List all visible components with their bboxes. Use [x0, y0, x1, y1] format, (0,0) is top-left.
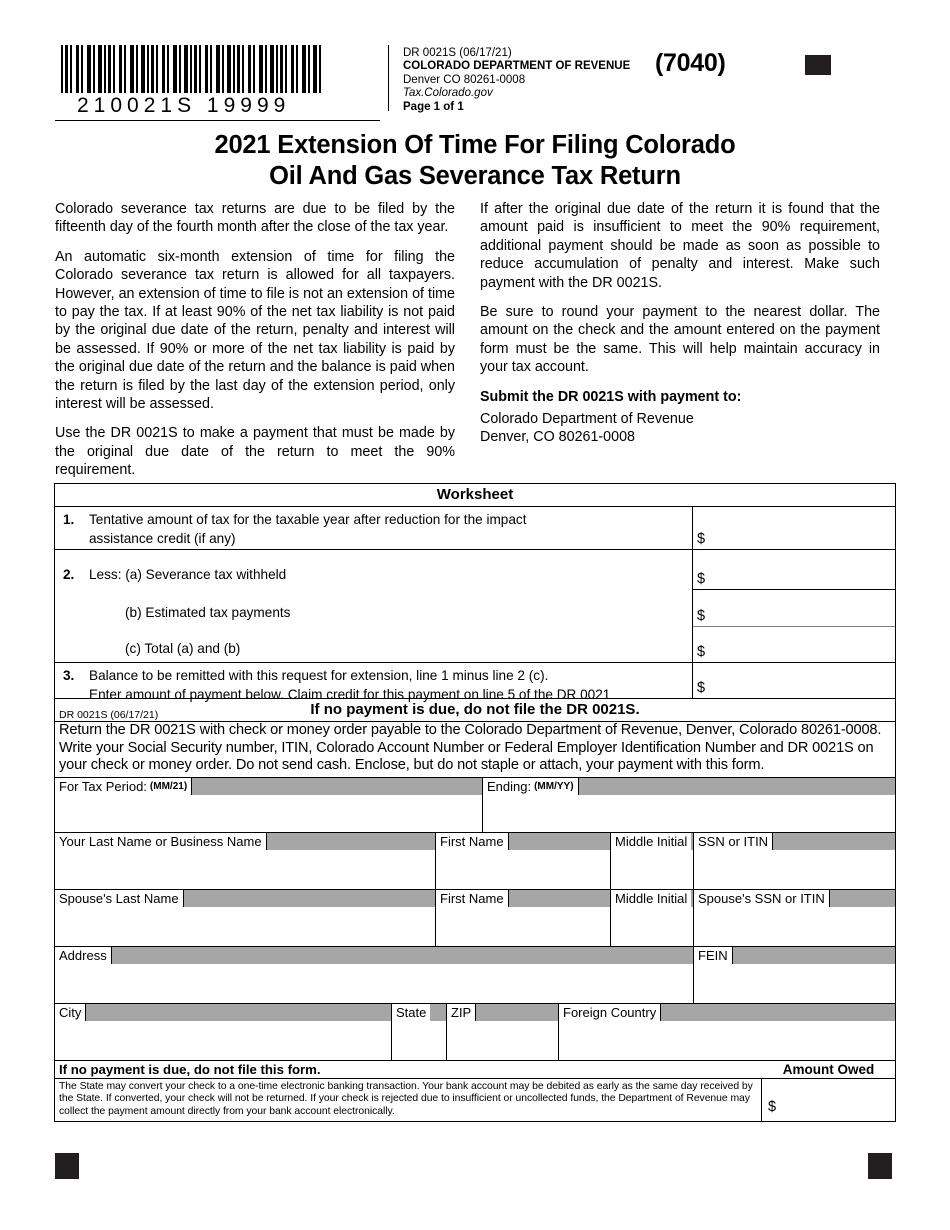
first-name-label: First Name: [436, 833, 509, 850]
agency-website-label: Tax.Colorado.gov: [403, 87, 493, 100]
ending-label-text: Ending:: [487, 778, 532, 794]
dollar-sign-icon: $: [697, 531, 706, 547]
submit-address-line1: Colorado Department of Revenue: [480, 411, 694, 428]
worksheet-row-3-number: 3.: [63, 668, 75, 683]
spouse-middle-initial-input[interactable]: [610, 907, 693, 946]
ssn-label: SSN or ITIN: [694, 833, 773, 850]
submit-heading: Submit the DR 0021S with payment to:: [480, 388, 742, 405]
state-input[interactable]: [391, 1021, 446, 1060]
intro-left-paragraph-1: Colorado severance tax returns are due to be filed by the fifteenth day of the fourth month after the close of the tax year.: [55, 201, 455, 236]
dollar-sign-icon: $: [697, 644, 706, 660]
address-label: Address: [55, 947, 112, 964]
taxpayer-name-entry-row: [55, 850, 895, 889]
spouse-name-label-row: [55, 889, 895, 907]
middle-initial-label: Middle Initial: [611, 833, 691, 850]
agency-info-block: [403, 47, 630, 114]
spouse-first-name-input[interactable]: [435, 907, 610, 946]
alignment-mark-bottom-right: [868, 1153, 892, 1179]
taxpayer-name-label-row: [55, 832, 895, 850]
worksheet-row-2-number: 2.: [63, 567, 75, 582]
spouse-last-name-label-cell: [55, 890, 435, 907]
city-input[interactable]: [55, 1021, 391, 1060]
tax-period-label-row: [55, 777, 895, 795]
header-vertical-rule: [388, 45, 389, 111]
city-label: City: [55, 1004, 86, 1021]
zip-input[interactable]: [446, 1021, 558, 1060]
foreign-country-label-cell: [558, 1004, 895, 1021]
worksheet-row-2a-amount-field[interactable]: [693, 550, 895, 589]
spouse-name-entry-row: [55, 907, 895, 946]
form-code-label: (7040): [655, 49, 726, 77]
page-title-line1: 2021 Extension Of Time For Filing Colorado: [214, 131, 736, 159]
state-label-cell: [391, 1004, 446, 1021]
ending-input[interactable]: [482, 795, 895, 832]
dollar-sign-icon: $: [768, 1098, 777, 1115]
ssn-label-cell: [693, 833, 895, 850]
header-divider-rule: [55, 120, 380, 121]
worksheet-row-2c-label-cell: [55, 626, 693, 662]
last-name-input[interactable]: [55, 850, 435, 889]
tax-period-entry-row: [55, 795, 895, 832]
intro-right-paragraph-1: If after the original due date of the return it is found that the amount paid is insufficient to meet the 90% requirement, additional payment should be made as soon as possible to reduce accumulation of penalty and interest. Make such payment with the DR 0021S.: [480, 201, 880, 291]
state-label: State: [392, 1004, 430, 1021]
page-number-label: Page 1 of 1: [403, 100, 464, 113]
spouse-ssn-label: Spouse's SSN or ITIN: [694, 890, 830, 907]
worksheet-body: [55, 507, 895, 702]
payment-voucher: [54, 707, 896, 1122]
alignment-mark-bottom-left: [55, 1153, 79, 1179]
worksheet-row-2c-amount-field[interactable]: [693, 626, 895, 662]
tax-period-label-cell: [55, 778, 482, 795]
disclosure-body-row: [55, 1078, 895, 1121]
intro-left-paragraph-3: Use the DR 0021S to make a payment that must be made by the original due date of the return to meet the 90% requirement.: [55, 425, 455, 479]
worksheet-row-3: [55, 662, 895, 702]
worksheet-title: Worksheet: [55, 484, 895, 507]
spouse-ssn-label-cell: [693, 890, 895, 907]
voucher-form-id: DR 0021S (06/17/21): [59, 709, 159, 721]
bank-disclosure-text: The State may convert your check to a one-time electronic banking transaction. Your bank account may be debited as early as the same day received by the State. If converted, your check will not be returned. If your check is rejected due to insufficient or uncollected funds, the Department of Revenue may collect the payment amount directly from your bank account electronically.: [55, 1079, 762, 1121]
worksheet-row-1-text-line2: assistance credit (if any): [89, 531, 236, 546]
worksheet-row-1-text-line1: Tentative amount of tax for the taxable year after reduction for the impact: [89, 512, 527, 527]
spouse-ssn-input[interactable]: [693, 907, 895, 946]
worksheet-row-3-text-line2: Enter amount of payment below. Claim credit for this payment on line 5 of the DR 0021: [89, 687, 611, 702]
agency-city-label: Denver CO 80261-0008: [403, 73, 526, 86]
ending-hint: (MM/YY): [534, 780, 574, 792]
worksheet-row-2b: [55, 589, 895, 626]
form-id-label: DR 0021S (06/17/21): [403, 47, 512, 59]
tax-period-input[interactable]: [55, 795, 482, 832]
tax-period-label-text: For Tax Period:: [59, 778, 147, 794]
spouse-first-name-label: First Name: [436, 890, 509, 907]
city-entry-row: [55, 1021, 895, 1060]
amount-owed-label: Amount Owed: [782, 1061, 875, 1077]
worksheet-row-1: [55, 507, 895, 549]
zip-label: ZIP: [447, 1004, 476, 1021]
spouse-first-name-label-cell: [435, 890, 610, 907]
page-title-line2: Oil And Gas Severance Tax Return: [269, 162, 681, 190]
address-label-row: [55, 946, 895, 964]
worksheet-row-2b-amount-field[interactable]: [693, 589, 895, 626]
spouse-last-name-input[interactable]: [55, 907, 435, 946]
barcode-image: [61, 45, 321, 93]
city-label-row: [55, 1003, 895, 1021]
foreign-country-label: Foreign Country: [559, 1004, 661, 1021]
worksheet-row-2b-text: (b) Estimated tax payments: [125, 605, 291, 620]
intro-column-right: [480, 200, 880, 458]
foreign-country-input[interactable]: [558, 1021, 895, 1060]
amount-owed-input[interactable]: [762, 1079, 895, 1121]
voucher-instructions: Return the DR 0021S with check or money order payable to the Colorado Department of Revenue, Denver, Colorado 80261-0008. Write your Social Security number, ITIN, Colorado Account Number or Federal Employer Identification Number and DR 0021S on your check or money order. Do not send cash. Enclose, but do not staple or attach, your payment with this form.: [59, 722, 882, 774]
spouse-middle-initial-label: Middle Initial: [611, 890, 691, 907]
worksheet-row-2c: [55, 626, 895, 662]
form-header: [55, 45, 895, 120]
intro-column-left: [55, 200, 455, 491]
ending-label-cell: [482, 778, 895, 795]
dollar-sign-icon: $: [697, 571, 706, 587]
dollar-sign-icon: $: [697, 680, 706, 696]
last-name-label-cell: [55, 833, 435, 850]
dollar-sign-icon: $: [697, 608, 706, 624]
fein-label: FEIN: [694, 947, 733, 964]
worksheet-row-2b-label-cell: [55, 589, 693, 626]
alignment-mark-top-right: [805, 55, 831, 75]
fein-label-cell: [693, 947, 895, 964]
address-entry-row: [55, 964, 895, 1003]
city-label-cell: [55, 1004, 391, 1021]
spouse-middle-initial-label-cell: [610, 890, 693, 907]
first-name-label-cell: [435, 833, 610, 850]
worksheet-footer-note: If no payment is due, do not file the DR 0021S.: [55, 698, 895, 721]
middle-initial-label-cell: [610, 833, 693, 850]
spouse-last-name-label: Spouse's Last Name: [55, 890, 184, 907]
intro-right-paragraph-2: Be sure to round your payment to the nearest dollar. The amount on the check and the amount entered on the payment form must be the same. This will help maintain accuracy in your tax account.: [480, 304, 880, 376]
last-name-label: Your Last Name or Business Name: [55, 833, 267, 850]
worksheet-row-2a-text: Less: (a) Severance tax withheld: [89, 567, 287, 582]
worksheet-row-1-number: 1.: [63, 512, 75, 527]
ending-label: [483, 778, 579, 795]
ssn-input[interactable]: [693, 850, 895, 889]
barcode-block: [55, 45, 380, 121]
worksheet-table: [54, 483, 896, 722]
worksheet-row-1-amount-field[interactable]: [693, 507, 895, 549]
worksheet-row-2c-text: (c) Total (a) and (b): [125, 641, 241, 656]
fein-input[interactable]: [693, 964, 895, 1003]
worksheet-row-3-label-cell: [55, 663, 693, 702]
worksheet-row-2a: [55, 549, 895, 589]
tax-period-label: [55, 778, 192, 795]
intro-left-paragraph-2: An automatic six-month extension of time for filing the Colorado severance tax return is allowed for all taxpayers. However, an extension of time to file is not an extension of time to pay the tax. If at least 90% of the net tax liability is not paid by the original due date of the return, penalty and interest will be assessed. If 90% or more of the net tax liability is paid by the original due date of the return and the balance is paid when the return is filed by the last day of the extension period, only interest will be assessed.: [55, 248, 455, 413]
page-title: [55, 130, 895, 192]
agency-name-label: COLORADO DEPARTMENT OF REVENUE: [403, 60, 631, 73]
address-input[interactable]: [55, 964, 693, 1003]
worksheet-row-1-label-cell: [55, 507, 693, 549]
disclosure-header-row: [55, 1060, 895, 1078]
tax-period-hint: (MM/21): [149, 780, 188, 792]
address-label-cell: [55, 947, 693, 964]
worksheet-row-3-amount-field[interactable]: [693, 663, 895, 698]
barcode-number: 210021S 19999: [77, 94, 291, 117]
middle-initial-input[interactable]: [610, 850, 693, 889]
worksheet-row-2a-label-cell: [55, 550, 693, 589]
submit-address-line2: Denver, CO 80261-0008: [480, 429, 635, 446]
no-payment-note: If no payment is due, do not file this form.: [59, 1061, 321, 1077]
zip-label-cell: [446, 1004, 558, 1021]
first-name-input[interactable]: [435, 850, 610, 889]
worksheet-row-3-text-line1: Balance to be remitted with this request for extension, line 1 minus line 2 (c).: [89, 668, 549, 683]
